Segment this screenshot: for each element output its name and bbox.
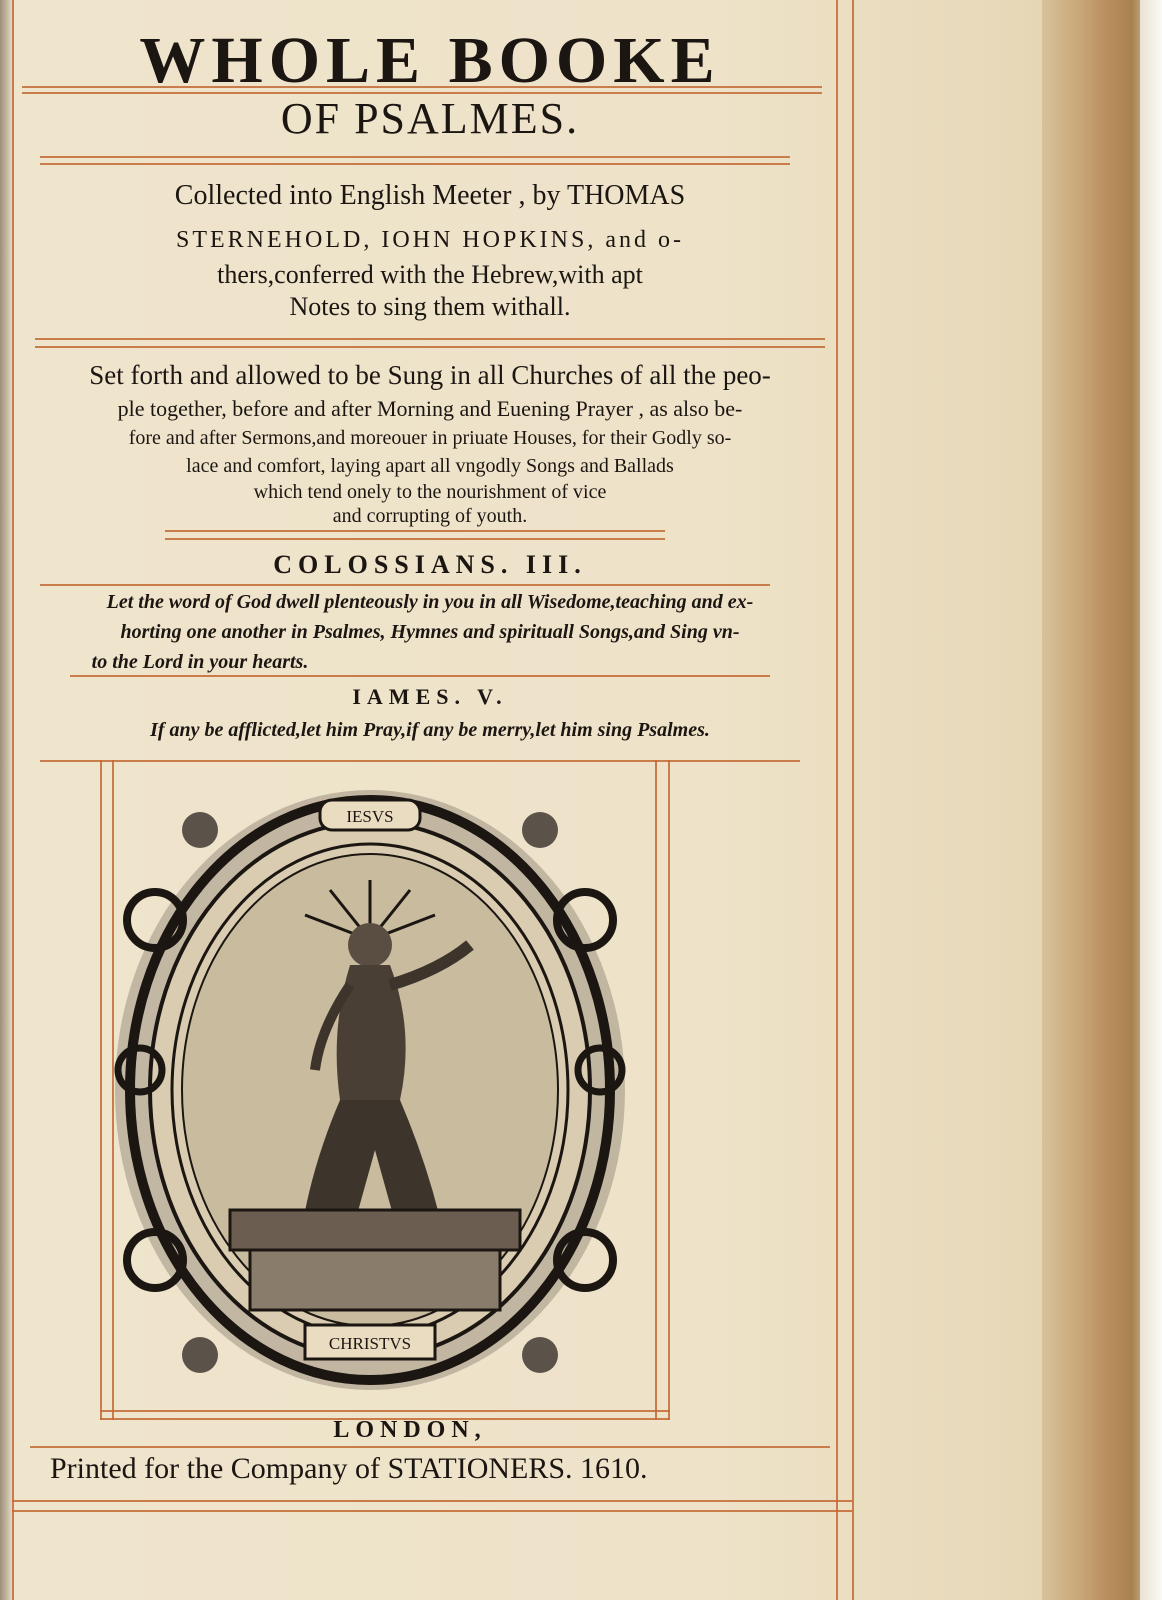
rule [165,538,665,540]
woodcut-rule-right [655,760,657,1420]
title-line-2: OF PSALMES. [280,94,580,143]
rule [70,675,770,677]
verse1-line-3: to the Lord in your hearts. [91,651,309,673]
rule [40,760,800,762]
woodcut-rule-right-2 [668,760,670,1420]
woodcut-top-label: IESVS [346,807,394,826]
body-line-6: and corrupting of youth. [332,505,528,527]
rule [35,338,825,340]
rule [40,584,770,586]
verse2-heading: IAMES. V. [352,684,508,709]
imprint-place: LONDON, [333,1417,487,1443]
verse1-line-1: Let the word of God dwell plenteously in you in all Wisedome,teaching and ex- [106,591,754,613]
rule [30,1446,830,1448]
page-margin-edge [1140,0,1162,1600]
rule [40,156,790,158]
subtitle-line-4: Notes to sing them withall. [289,292,571,321]
body-line-3: fore and after Sermons,and moreouer in priuate Houses, for their Godly so- [128,427,732,449]
body-line-2: ple together, before and after Morning and Euening Prayer , as also be- [117,396,743,421]
subtitle-line-1: Collected into English Meeter , by THOMAS [174,180,686,211]
body-line-4: lace and comfort, laying apart all vngodly Songs and Ballads [186,455,674,477]
subtitle-line-3: thers,conferred with the Hebrew,with apt [217,260,643,289]
christ-woodcut-image [100,770,640,1410]
rule [12,1500,852,1502]
rule [100,1410,670,1412]
frame-rule-left [12,0,14,1600]
woodcut-bottom-label: CHRISTVS [328,1334,412,1353]
rule [40,163,790,165]
verse2-line-1: If any be afflicted,let him Pray,if any be merry,let him sing Psalmes. [150,719,710,741]
rule [12,1510,852,1512]
title-line-1: WHOLE BOOKE [139,24,721,97]
subtitle-line-2: STERNEHOLD, IOHN HOPKINS, and o- [176,227,684,253]
body-line-5: which tend onely to the nourishment of vice [253,481,607,503]
imprint-printer: Printed for the Company of STATIONERS. 1610. [50,1452,648,1485]
verse1-line-2: horting one another in Psalmes, Hymnes and spirituall Songs,and Sing vn- [120,621,740,643]
body-line-1: Set forth and allowed to be Sung in all Churches of all the peo- [89,360,771,390]
rule [165,530,665,532]
frame-rule-right-inner [852,0,854,1600]
rule [35,346,825,348]
verse1-heading: COLOSSIANS. III. [273,550,587,579]
